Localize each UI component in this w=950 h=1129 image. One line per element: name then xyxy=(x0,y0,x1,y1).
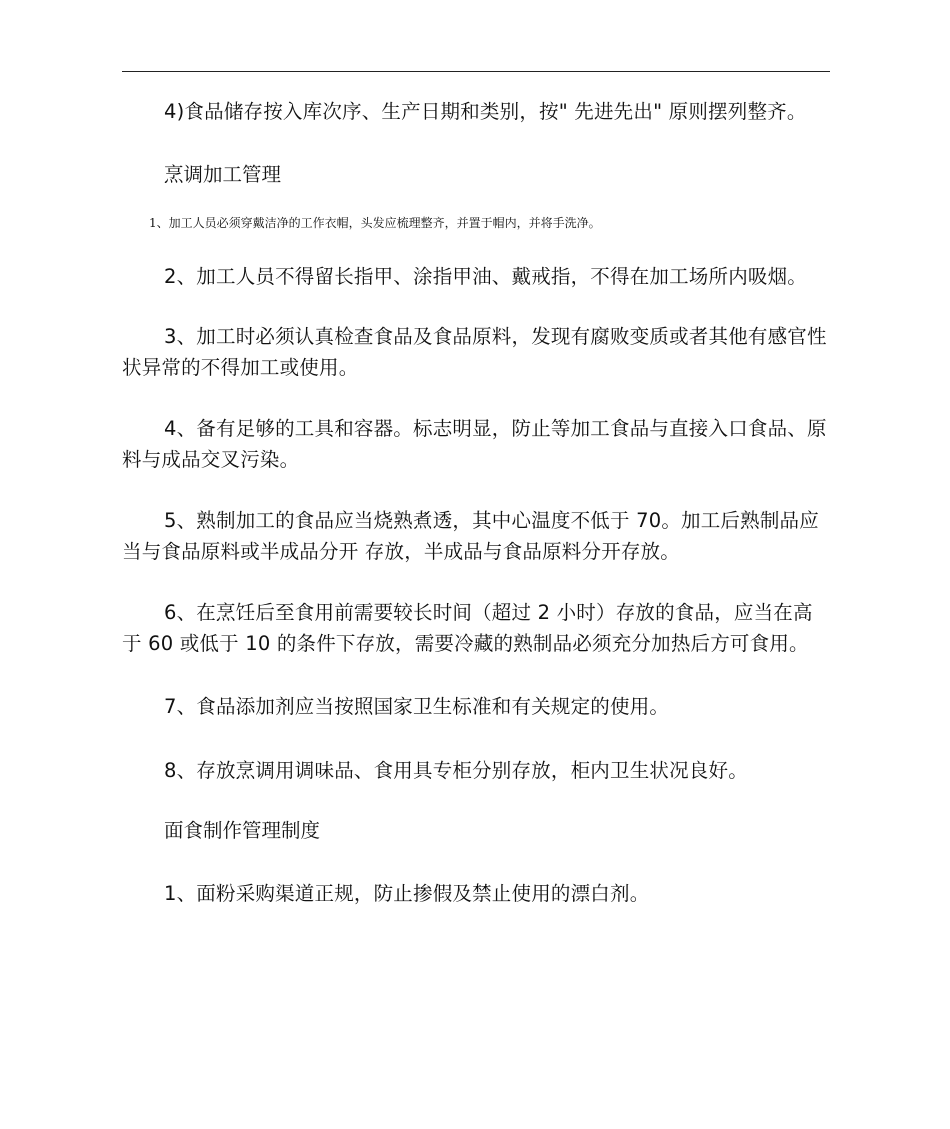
document-body xyxy=(122,96,830,909)
paragraph-cooking-3: 3、加工时必须认真检查食品及食品原料，发现有腐败变质或者其他有感官性状异常的不得加工或使用。 xyxy=(122,325,827,379)
section-heading-pasta: 面食制作管理制度 xyxy=(164,819,321,842)
paragraph-pasta-1: 1、面粉采购渠道正规，防止掺假及禁止使用的漂白剂。 xyxy=(164,882,650,905)
paragraph-storage-order: 4)食品储存按入库次序、生产日期和类别，按" 先进先出" 原则摆列整齐。 xyxy=(164,100,807,123)
paragraph-cooking-7: 7、食品添加剂应当按照国家卫生标准和有关规定的使用。 xyxy=(164,695,670,718)
paragraph-cooking-8: 8、存放烹调用调味品、食用具专柜分别存放，柜内卫生状况良好。 xyxy=(164,759,748,782)
paragraph-cooking-5: 5、熟制加工的食品应当烧熟煮透，其中心温度不低于 70。加工后熟制品应当与食品原料或半成品分开 存放，半成品与食品原料分开存放。 xyxy=(122,509,819,563)
paragraph-cooking-4: 4、备有足够的工具和容器。标志明显，防止等加工食品与直接入口食品、原料与成品交叉污染。 xyxy=(122,417,827,471)
header-rule xyxy=(122,71,830,72)
section-heading-cooking: 烹调加工管理 xyxy=(164,163,282,186)
paragraph-cooking-2: 2、加工人员不得留长指甲、涂指甲油、戴戒指，不得在加工场所内吸烟。 xyxy=(164,265,808,288)
paragraph-cooking-1: 1、加工人员必须穿戴洁净的工作衣帽，头发应梳理整齐，并置于帽内，并将手洗净。 xyxy=(149,216,601,230)
paragraph-cooking-6: 6、在烹饪后至食用前需要较长时间（超过 2 小时）存放的食品，应当在高于 60 或低于 10 的条件下存放，需要冷藏的熟制品必须充分加热后方可食用。 xyxy=(122,601,813,655)
